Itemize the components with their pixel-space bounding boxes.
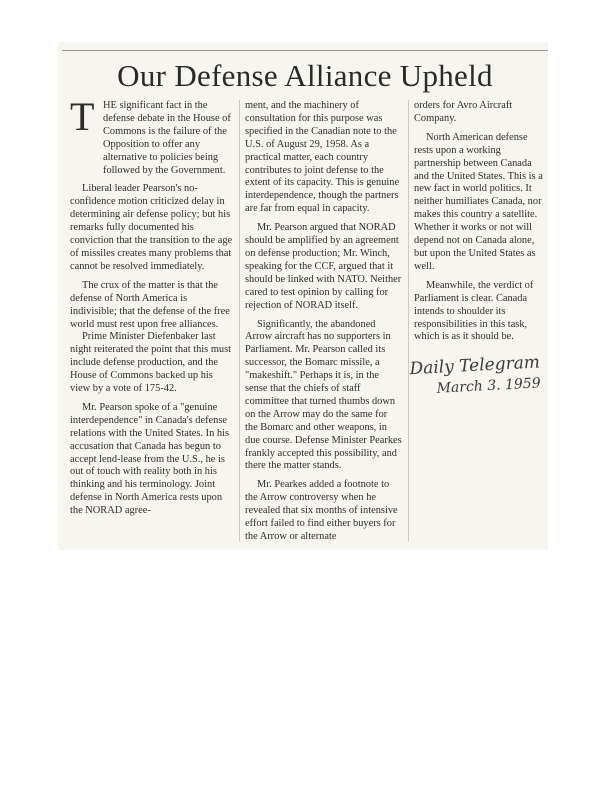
paragraph: Mr. Pearkes added a footnote to the Arrow controversy when he revealed that six months of intensive effort failed to find either buyers for the Arrow or alternate [245,479,398,542]
top-rule [62,50,548,51]
paragraph: Meanwhile, the verdict of Parliament is clear. Canada intends to shoulder its responsibilities in this task, which is as it should be. [414,279,534,343]
paragraph: Mr. Pearson spoke of a "genuine interdependence" in Canada's defense relations with the United States. In his accusation that Canada has begun to accept lend-lease from the U.S., he is out of touch with reality both in his thinking and his terminology. Joint defense in North America rests upon the NORAD agree- [70,401,230,517]
article-column-3 [414,100,548,344]
lead-paragraph [70,94,234,177]
date-note: March 3. 1959 [436,375,542,397]
paragraph: HE significant fact in the defense debate in the House of Commons is the failure of the Opposition to offer any alternative to policies being followed by the Government. [103,100,231,176]
paragraph: North American defense rests upon a working partnership between Canada and the United States. This is a new fact in world politics. It neither humiliates Canada, nor makes this country a satellite. Whether it works or not will depend not on Canada alone, but upon the United States as well. [414,131,543,272]
source-note: Daily Telegram [409,352,541,380]
paragraph: ment, and the machinery of consultation for this purpose was specified in the Canadian note to the U.S. of August 29, 1958. As a practical matter, each country contributes to joint defense to the extent of its capacity. This is genuine interdependence, though the partners are far from equal in capacity. [245,100,400,215]
article-column-2 [245,100,402,544]
paragraph: The crux of the matter is that the defense of North America is indivisible; that the defense of the free world must rest upon free alliances. [70,279,230,330]
handwritten-source-annotation [409,350,571,400]
paragraph: Significantly, the abandoned Arrow aircraft has no supporters in Parliament. Mr. Pearson called its successor, the Bomarc missile, a "makeshift." Perhaps it is, in the sense that the chiefs of staff committee that turned thumbs down on the Arrow may do the same for the Bomarc and other weapons, in due course. Defense Minister Pearkes frankly accepted this possibility, and there the matter stands. [245,318,402,472]
paragraph: Prime Minister Diefenbaker last night reiterated the point that this must include defense production, and the House of Commons backed up his view by a vote of 175-42. [70,331,232,395]
column-divider [408,100,409,542]
headline: Our Defense Alliance Upheld [117,58,493,93]
article-column-1 [70,94,234,518]
paragraph: Mr. Pearson argued that NORAD should be amplified by an agreement on defense production; Mr. Winch, speaking for the CCF, argued that it should be linked with NATO. Neither cared to test opinion by calling for rejection of NORAD itself. [245,222,402,311]
paragraph: orders for Avro Aircraft Company. [414,100,513,124]
paragraph: Liberal leader Pearson's no-confidence motion criticized delay in determining air defense policy; but his remarks fully documented his conviction that the transition to the age of missiles creates many problems that cannot be resolved immediately. [70,183,233,272]
column-divider [239,100,240,542]
drop-cap: T [70,94,95,139]
